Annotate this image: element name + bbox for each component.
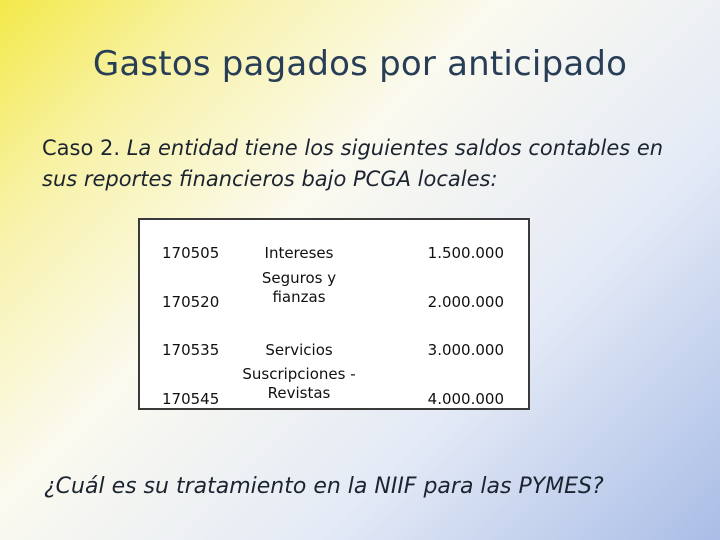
question-text: ¿Cuál es su tratamiento en la NIIF para las PYMES? [44,474,604,499]
case-label: Caso 2. [42,136,121,160]
intro-paragraph [42,133,682,195]
table-cell-description: Seguros y fianzas [261,269,337,306]
table-cell-description: Suscripciones - Revistas [242,365,356,402]
table-cell-code: 170505 [162,244,220,262]
table-cell-amount: 4.000.000 [427,390,504,408]
slide-title: Gastos pagados por anticipado [92,44,628,84]
table-cell-code: 170535 [162,341,220,359]
intro-text: La entidad tiene los siguientes saldos contables en sus reportes financieros bajo PCGA locales: [42,136,664,191]
balances-table [138,218,530,410]
table-cell-amount: 3.000.000 [427,341,504,359]
table-cell-description: Intereses [264,244,334,262]
table-cell-amount: 1.500.000 [427,244,504,262]
table-cell-code: 170545 [162,390,220,408]
table-cell-description: Servicios [265,341,333,359]
table-cell-code: 170520 [162,293,220,311]
table-cell-amount: 2.000.000 [427,293,504,311]
